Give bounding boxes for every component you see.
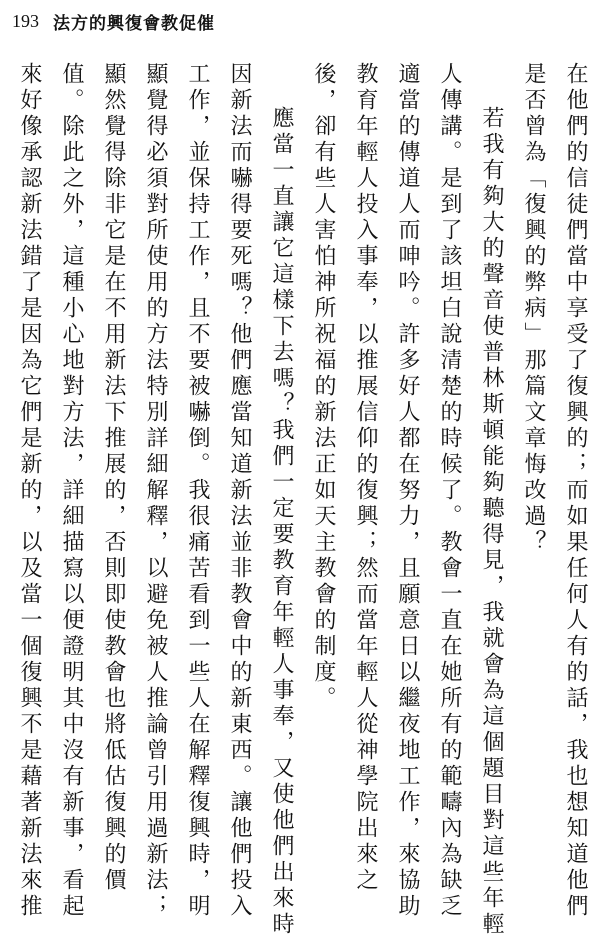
page-number: 193 [12, 10, 39, 31]
paragraph-1: 在他們的信徒們當中享受了復興的；而如果任何人有的話，我也想知道他們是否曾為「復興的弊病」那篇文章悔改過？ [521, 62, 588, 920]
paragraph-3: 應當一直讓它這樣下去嗎？我們一定要教育年輕人事奉，又使他們出來時因新法而嚇得要死嗎？他們應當知道新法並非教會中的新東西。讓他們投入工作，並保持工作，且不要被嚇倒。我很痛苦看到一些人在解釋復興時，明顯覺得必須對所使用的方法特別詳細解釋，以避免被人推論曾引用過新法；顯然覺得除非它是在不用新法下推展的，否則即使教會也將低估復興的價值。除此之外，這種小心地對方法，詳細描寫以便證明其中沒有新事，看起來好像承認新法錯了是因為它們是新的，以及當一個復興不是藉著新法來推 [17, 62, 294, 938]
book-title: 法方的興復會教促催 [53, 13, 215, 34]
running-head [12, 9, 215, 33]
body-text [0, 62, 596, 942]
paragraph-2: 若我有夠大的聲音使普林斯頓能夠聽得見，我就會為這個題目對這些年輕人傳講。是到了該坦白說清楚的時候了。教會一直在她所有的範疇內為缺乏適當的傳道人而呻吟。許多好人都在努力，且願意日以繼夜地工作，來協助教育年輕人投入事奉，以推展信仰的復興；然而當年輕人從神學院出來之後，卻有些人害怕神所祝福的新法正如天主教會的制度。 [311, 62, 504, 938]
